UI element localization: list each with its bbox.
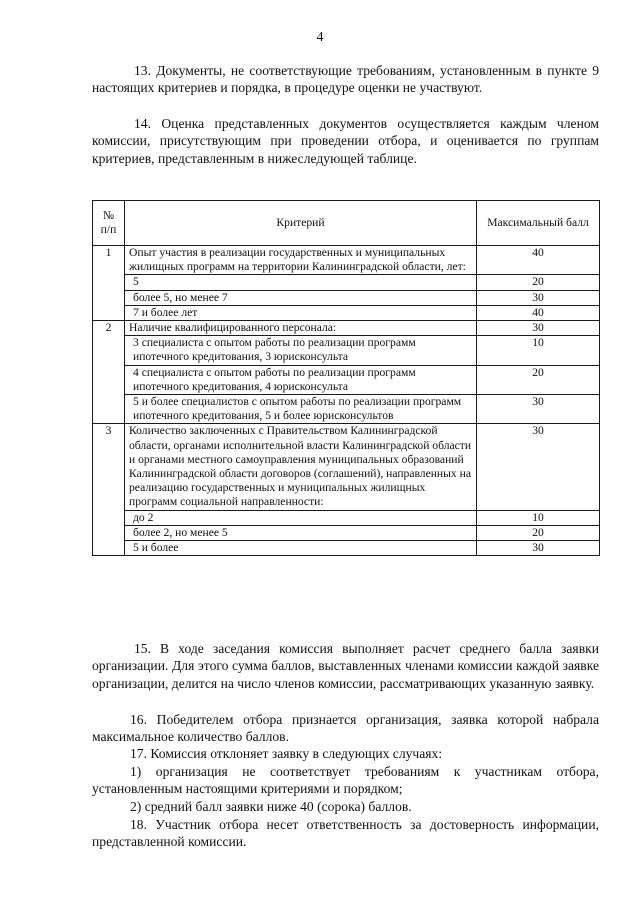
group-number: 1 (93, 246, 125, 321)
paragraph-17-item-1: 1) организация не соответствует требованиям к участникам отбора, установленным настоящими критериями и порядком; (92, 764, 599, 797)
table-row (93, 246, 600, 275)
criterion-item: более 2, но менее 5 (125, 525, 477, 540)
table-header-row (93, 201, 600, 246)
group-title: Наличие квалифицированного персонала: (125, 321, 477, 336)
table-row (93, 510, 600, 525)
paragraph-17: 17. Комиссия отклоняет заявку в следующих случаях: (130, 746, 443, 761)
criterion-item: более 5, но менее 7 (125, 290, 477, 305)
group-number: 2 (93, 321, 125, 424)
table-row (93, 275, 600, 290)
table-row (93, 395, 600, 424)
table-row (93, 290, 600, 305)
table-row (93, 525, 600, 540)
criterion-score: 10 (477, 336, 600, 365)
header-number: № п/п (93, 201, 125, 246)
group-number: 3 (93, 424, 125, 556)
paragraph-18: 18. Участник отбора несет ответственность за достоверность информации, представленной комиссии. (92, 817, 599, 850)
criterion-score: 20 (477, 275, 600, 290)
table-row (93, 321, 600, 336)
paragraph-13: 13. Документы, не соответствующие требованиям, установленным в пункте 9 настоящих критериев и порядка, в процедуре оценки не участвуют. (92, 63, 599, 96)
header-criterion: Критерий (125, 201, 477, 246)
table-row (93, 541, 600, 556)
table-row (93, 305, 600, 320)
criterion-item: 5 и более (125, 541, 477, 556)
table-row (93, 424, 600, 510)
criterion-item: до 2 (125, 510, 477, 525)
criterion-score: 30 (477, 395, 600, 424)
criterion-item: 5 и более специалистов с опытом работы по реализации программ ипотечного кредитования, 5 и более юрисконсультов (125, 395, 477, 424)
criterion-item: 4 специалиста с опытом работы по реализации программ ипотечного кредитования, 4 юрисконсульта (125, 365, 477, 394)
header-max-score: Максимальный балл (477, 201, 600, 246)
paragraph-14: 14. Оценка представленных документов осуществляется каждым членом комиссии, присутствующим при проведении отбора, и оценивается по группам критериев, представленным в нижеследующей таблице. (92, 116, 599, 166)
table-row (93, 365, 600, 394)
criterion-score: 20 (477, 365, 600, 394)
paragraph-15: 15. В ходе заседания комиссия выполняет расчет среднего балла заявки организации. Для этого сумма баллов, выставленных членами комиссии каждой заявке организации, делится на число членов комиссии, рассматривающих указанную заявку. (92, 641, 599, 691)
group-title: Количество заключенных с Правительством Калининградской области, органами исполнительной власти Калининградской области и органами местного самоуправления муниципальных образований Калининградской области договоров (соглашений), направленных на реализацию государственных и муниципальных жилищных программ социальной направленности: (125, 424, 477, 510)
table-row (93, 336, 600, 365)
group-max-score: 30 (477, 321, 600, 336)
criterion-score: 30 (477, 290, 600, 305)
criterion-score: 10 (477, 510, 600, 525)
criterion-item: 7 и более лет (125, 305, 477, 320)
criterion-score: 30 (477, 541, 600, 556)
paragraph-16: 16. Победителем отбора признается организация, заявка которой набрала максимальное количество баллов. (92, 712, 599, 745)
criterion-item: 5 (125, 275, 477, 290)
criteria-table (92, 200, 600, 556)
group-max-score: 40 (477, 246, 600, 275)
criterion-score: 20 (477, 525, 600, 540)
group-title: Опыт участия в реализации государственных и муниципальных жилищных программ на территории Калининградской области, лет: (125, 246, 477, 275)
page-number: 4 (316, 30, 324, 45)
group-max-score: 30 (477, 424, 600, 510)
criterion-score: 40 (477, 305, 600, 320)
paragraph-17-item-2: 2) средний балл заявки ниже 40 (сорока) баллов. (130, 799, 412, 814)
criterion-item: 3 специалиста с опытом работы по реализации программ ипотечного кредитования, 3 юрисконсульта (125, 336, 477, 365)
